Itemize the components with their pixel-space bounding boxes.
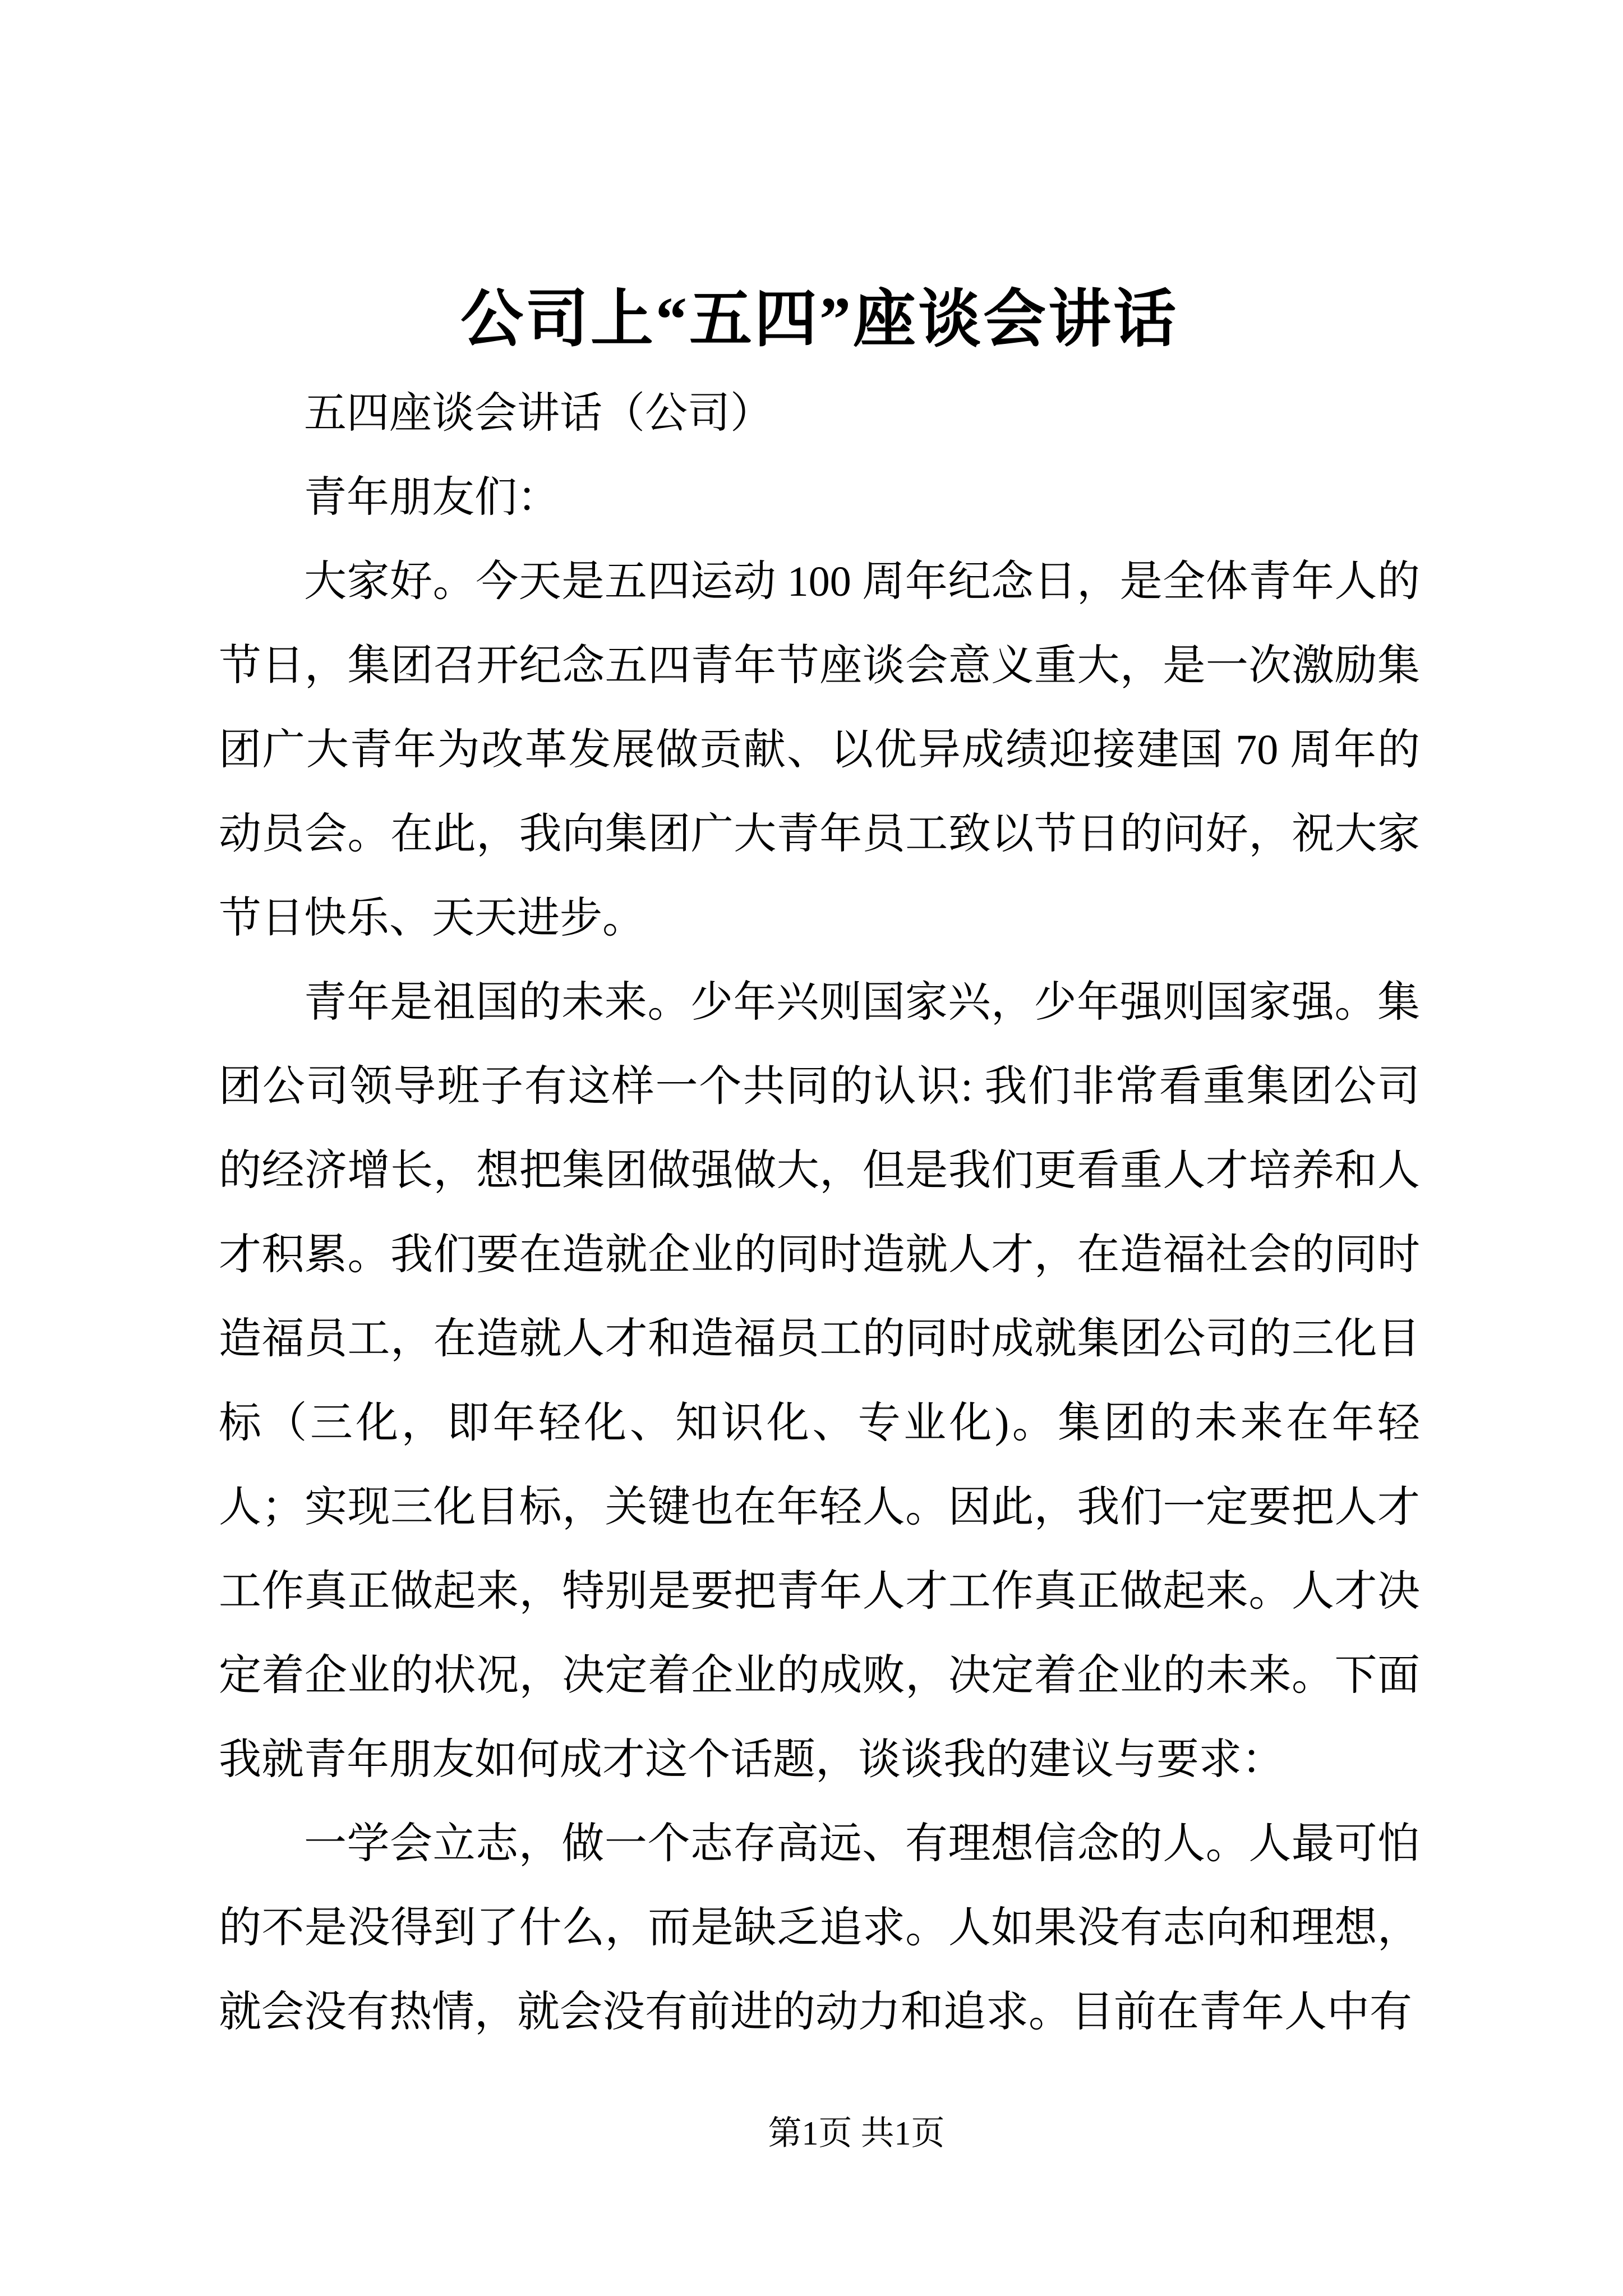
paragraph: 青年是祖国的未来。少年兴则国家兴，少年强则国家强。集团公司领导班子有这样一个共同的认识: 我们非常看重集团公司的经济增长，想把集团做强做大，但是我们更看重人才培养和人才积累。我们要在造就企业的同时造就人才，在造福社会的同时造福员工，在造就人才和造福员工的同时成就集团公司的三化目标（三化，即年轻化、知识化、专业化)。集团的未来在年轻人；实现三化目标，关键也在年轻人。因此，我们一定要把人才工作真正做起来，特别是要把青年人才工作真正做起来。人才决定着企业的状况，决定着企业的成败，决定着企业的未来。下面我就青年朋友如何成才这个话题，谈谈我的建议与要求： [219, 979, 1420, 1783]
page-number-label: 第1页 共1页 [768, 2115, 945, 2152]
paragraph: 大家好。今天是五四运动 100 周年纪念日，是全体青年人的节日，集团召开纪念五四青年节座谈会意义重大，是一次激励集团广大青年为改革发展做贡献、以优异成绩迎接建国 70 周年的动员会。在此，我向集团广大青年员工致以节日的问好，祝大家节日快乐、天天进步。 [219, 558, 1420, 942]
page-footer [45, 2102, 1623, 2164]
paragraph: 一学会立志，做一个志存高远、有理想信念的人。人最可怕的不是没得到了什么，而是缺乏追求。人如果没有志向和理想，就会没有热情，就会没有前进的动力和追求。目前在青年人中有 [219, 1820, 1420, 2036]
salutation-line: 青年朋友们： [304, 474, 560, 521]
document-title: 公司上“五四”座谈会讲话 [460, 285, 1178, 355]
document-body [219, 371, 1420, 2054]
subtitle-line: 五四座谈会讲话（公司） [304, 390, 773, 437]
